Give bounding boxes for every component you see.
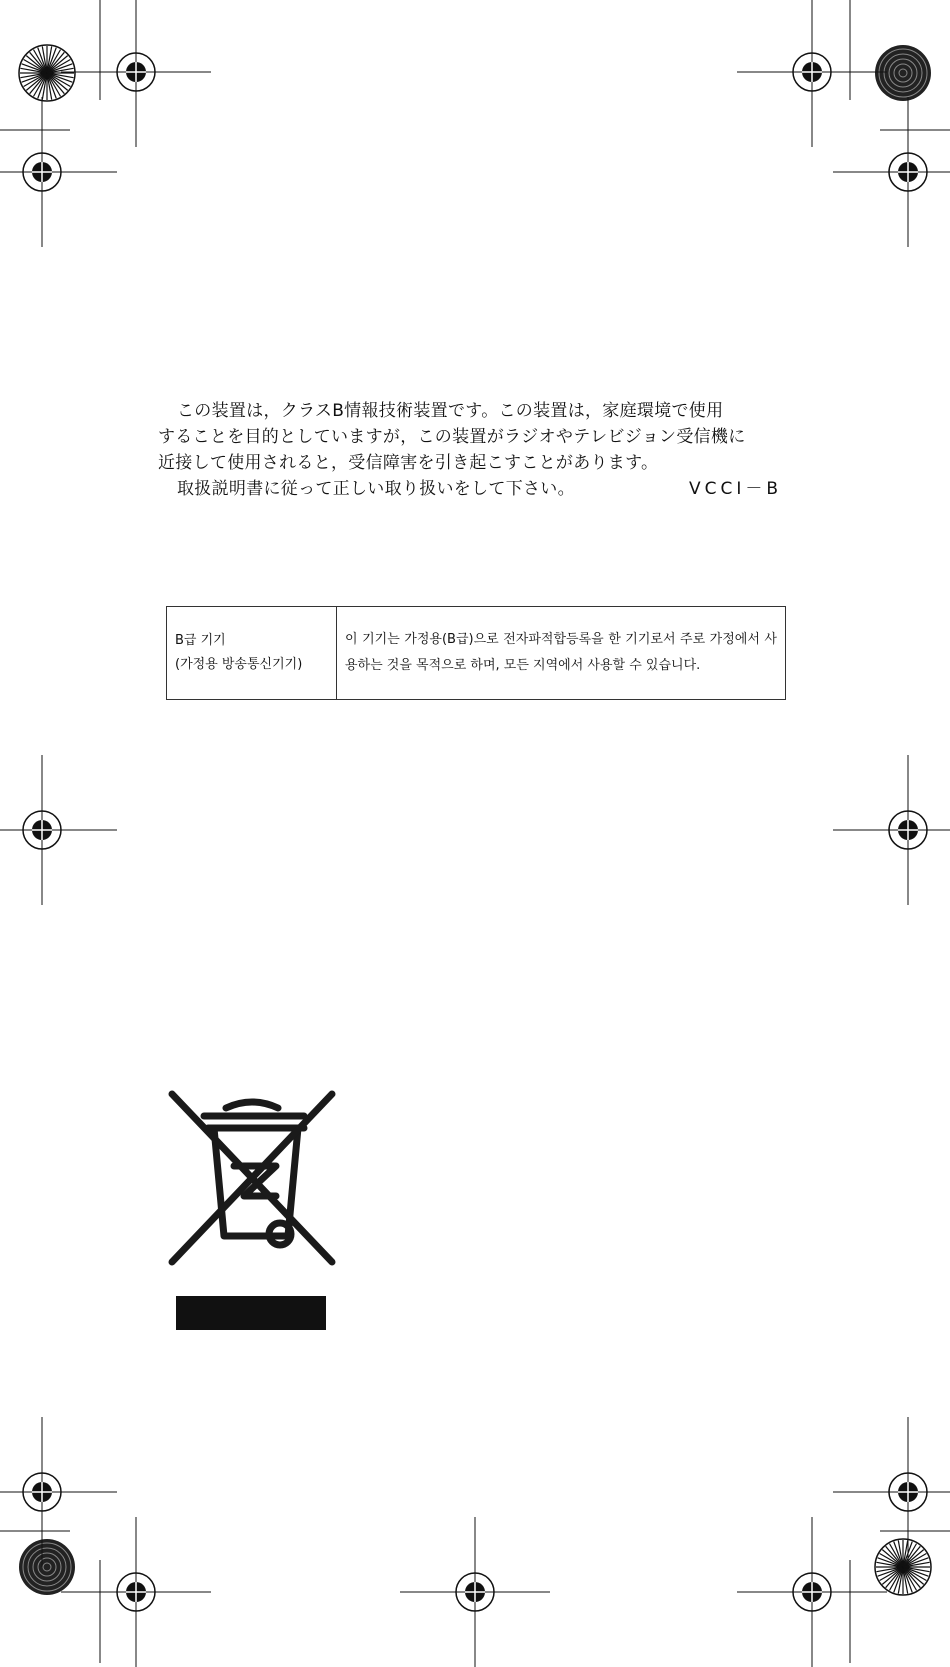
korean-emc-table <box>166 606 786 700</box>
vcci-code: VCCI－B <box>688 479 782 499</box>
vcci-notice <box>158 398 798 502</box>
table-row <box>167 607 786 700</box>
crossed-out-wheeled-bin-icon <box>164 1086 340 1334</box>
vcci-line-1: この装置は，クラスB情報技術装置です。この装置は，家庭環境で使用 <box>177 401 724 421</box>
class-label: B급 기기 <box>175 633 226 648</box>
vcci-line-3: 近接して使用されると，受信障害を引き起こすことがあります。 <box>158 453 659 473</box>
vcci-line-4-row <box>158 476 798 502</box>
notice-body: 이 기기는 가정용(B급)으로 전자파적합등록을 한 기기로서 주로 가정에서 사용하는 것을 목적으로 하며, 모든 지역에서 사용할 수 있습니다. <box>337 607 786 700</box>
class-desc: (가정용 방송통신기기) <box>175 657 303 672</box>
vcci-line-2: することを目的としていますが，この装置がラジオやテレビジョン受信機に <box>158 427 746 447</box>
class-cell <box>167 607 337 700</box>
vcci-line-4: 取扱説明書に従って正しい取り扱いをして下さい。 <box>177 479 575 499</box>
